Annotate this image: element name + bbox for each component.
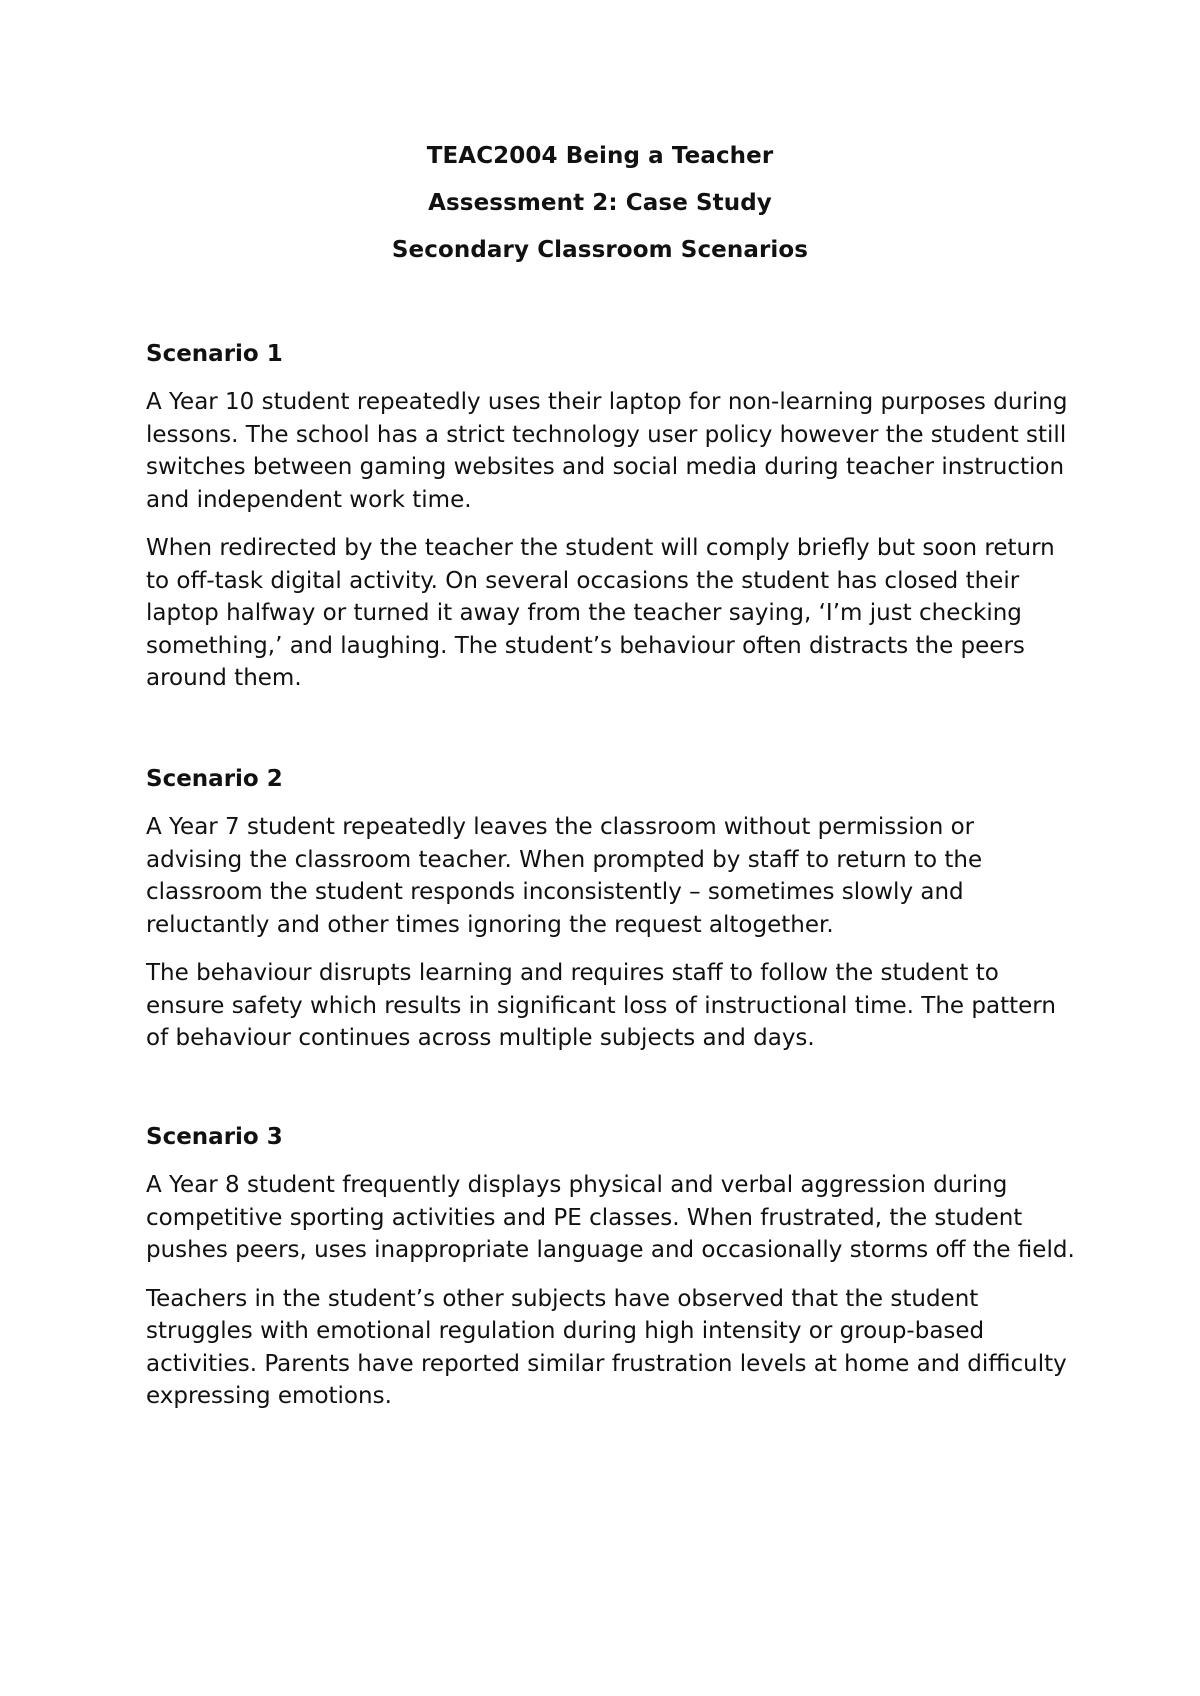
course-title: TEAC2004 Being a Teacher <box>426 143 774 169</box>
scenario-1-section <box>146 340 1076 711</box>
scenario-heading: Scenario 3 <box>146 1124 283 1150</box>
scenario-paragraph: A Year 10 student repeatedly uses their laptop for non-learning purposes during lessons. The school has a strict technology user policy however the student still switches between gaming websites and social media during teacher instruction and independent work time. <box>146 389 1068 513</box>
scenario-paragraph: The behaviour disrupts learning and requires staff to follow the student to ensure safety which results in significant loss of instructional time. The pattern of behaviour continues across multiple subjects and days. <box>146 960 1056 1051</box>
scenario-heading: Scenario 1 <box>146 341 283 367</box>
document-subtitle: Secondary Classroom Scenarios <box>391 237 809 263</box>
scenario-paragraph: When redirected by the teacher the student will comply briefly but soon return to off-task digital activity. On several occasions the student has closed their laptop halfway or turned it away from the teacher saying, ‘I’m just checking something,’ and laughing. The student’s behaviour often distracts the peers around them. <box>146 535 1055 691</box>
scenario-3-section <box>146 1123 1076 1429</box>
scenario-paragraph: Teachers in the student’s other subjects have observed that the student struggles with emotional regulation during high intensity or group-based activities. Parents have reported similar frustration levels at home and difficulty expressing emotions. <box>146 1285 1067 1409</box>
assessment-title: Assessment 2: Case Study <box>428 190 772 216</box>
scenario-2-section <box>146 765 1076 1071</box>
scenario-heading: Scenario 2 <box>146 766 283 792</box>
scenario-paragraph: A Year 8 student frequently displays physical and verbal aggression during competitive sporting activities and PE classes. When frustrated, the student pushes peers, uses inappropriate language and occasionally storms off the field. <box>146 1172 1075 1263</box>
scenario-paragraph: A Year 7 student repeatedly leaves the classroom without permission or advising the classroom teacher. When prompted by staff to return to the classroom the student responds inconsistently – sometimes slowly and reluctantly and other times ignoring the request altogether. <box>146 814 983 938</box>
document-header <box>0 142 1200 265</box>
